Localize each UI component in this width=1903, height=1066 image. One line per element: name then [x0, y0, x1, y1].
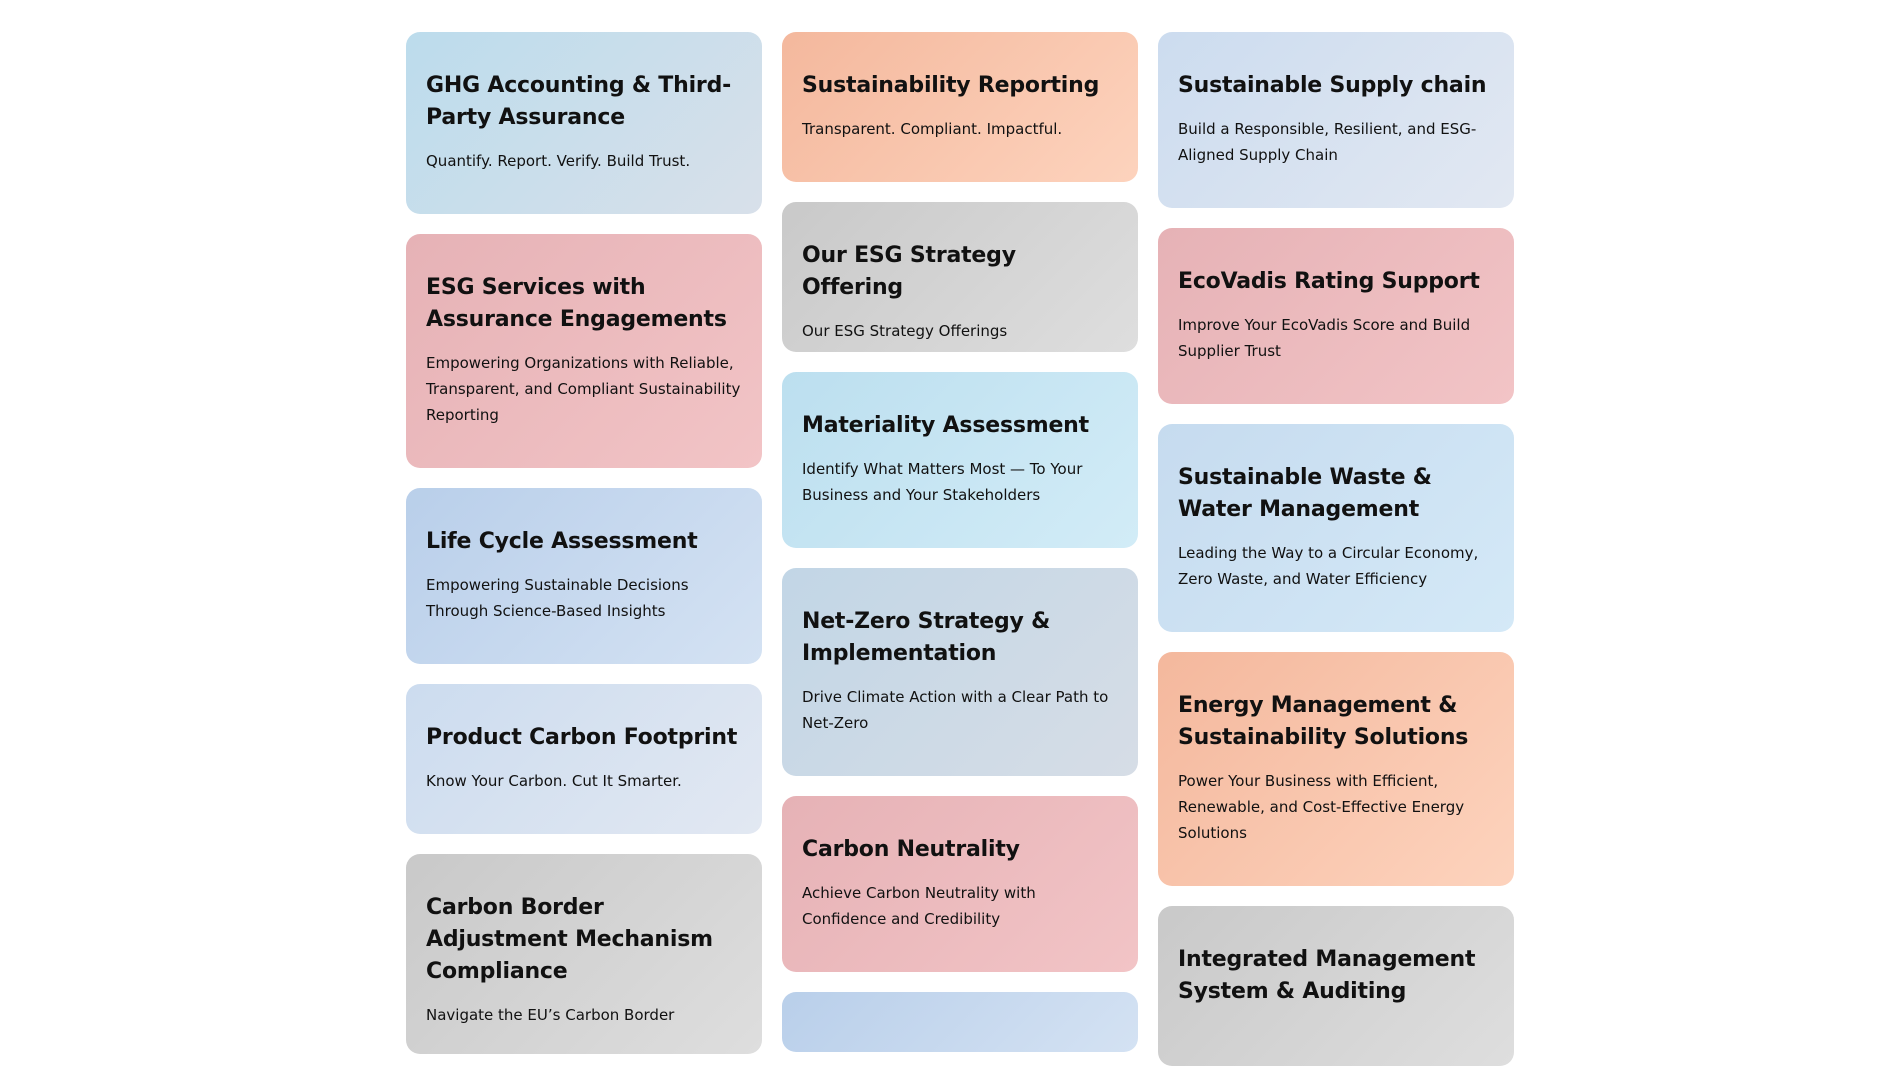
card-description: Empowering Sustainable Decisions Through Science-Based Insights	[426, 576, 689, 620]
card-carbon-neutrality[interactable]	[782, 796, 1138, 972]
card-energy-management[interactable]	[1158, 652, 1514, 886]
card-description: Achieve Carbon Neutrality with Confidence and Credibility	[802, 884, 1036, 928]
card-cbam-compliance[interactable]	[406, 854, 762, 1054]
card-ghg-accounting[interactable]	[406, 32, 762, 214]
card-sustainability-reporting[interactable]	[782, 32, 1138, 182]
card-column-2	[782, 32, 1138, 1052]
card-title: ESG Services with Assurance Engagements	[426, 275, 727, 332]
card-ecovadis-rating-support[interactable]	[1158, 228, 1514, 404]
card-integrated-management-system[interactable]	[1158, 906, 1514, 1066]
card-column-1	[406, 32, 762, 1054]
card-description: Drive Climate Action with a Clear Path to Net-Zero	[802, 688, 1109, 732]
card-title: Sustainable Supply chain	[1178, 73, 1487, 98]
card-column-3	[1158, 32, 1514, 1066]
card-title: Product Carbon Footprint	[426, 725, 738, 750]
card-description: Leading the Way to a Circular Economy, Zero Waste, and Water Efficiency	[1178, 544, 1479, 588]
card-description: Build a Responsible, Resilient, and ESG-Aligned Supply Chain	[1178, 120, 1477, 164]
card-esg-services[interactable]	[406, 234, 762, 468]
card-title: Carbon Border Adjustment Mechanism Compliance	[426, 895, 713, 984]
card-description: Improve Your EcoVadis Score and Build Supplier Trust	[1178, 316, 1471, 360]
card-title: GHG Accounting & Third-Party Assurance	[426, 73, 732, 130]
card-title: Net-Zero Strategy & Implementation	[802, 609, 1051, 666]
card-sustainable-supply-chain[interactable]	[1158, 32, 1514, 208]
card-title: Sustainable Waste & Water Management	[1178, 465, 1432, 522]
card-waste-water-management[interactable]	[1158, 424, 1514, 632]
card-partial[interactable]	[782, 992, 1138, 1052]
card-title: Life Cycle Assessment	[426, 529, 698, 554]
card-life-cycle-assessment[interactable]	[406, 488, 762, 664]
card-title: Carbon Neutrality	[802, 837, 1020, 862]
card-description: Quantify. Report. Verify. Build Trust.	[426, 152, 691, 170]
card-title: Our ESG Strategy Offering	[802, 243, 1016, 300]
card-description: Transparent. Compliant. Impactful.	[802, 120, 1063, 138]
card-title: Energy Management & Sustainability Solutions	[1178, 693, 1469, 750]
card-description: Empowering Organizations with Reliable, Transparent, and Compliant Sustainability Reporting	[426, 354, 741, 424]
card-product-carbon-footprint[interactable]	[406, 684, 762, 834]
card-description: Know Your Carbon. Cut It Smarter.	[426, 772, 682, 790]
card-description: Navigate the EU’s Carbon Border	[426, 1006, 675, 1024]
card-title: Materiality Assessment	[802, 413, 1089, 438]
card-title: EcoVadis Rating Support	[1178, 269, 1480, 294]
card-net-zero-strategy[interactable]	[782, 568, 1138, 776]
card-description: Power Your Business with Efficient, Renewable, and Cost-Effective Energy Solutions	[1178, 772, 1465, 842]
card-materiality-assessment[interactable]	[782, 372, 1138, 548]
card-description: Our ESG Strategy Offerings	[802, 322, 1008, 340]
card-esg-strategy-offering[interactable]	[782, 202, 1138, 352]
card-description: Identify What Matters Most — To Your Business and Your Stakeholders	[802, 460, 1083, 504]
card-title: Integrated Management System & Auditing	[1178, 947, 1476, 1004]
card-title: Sustainability Reporting	[802, 73, 1100, 98]
